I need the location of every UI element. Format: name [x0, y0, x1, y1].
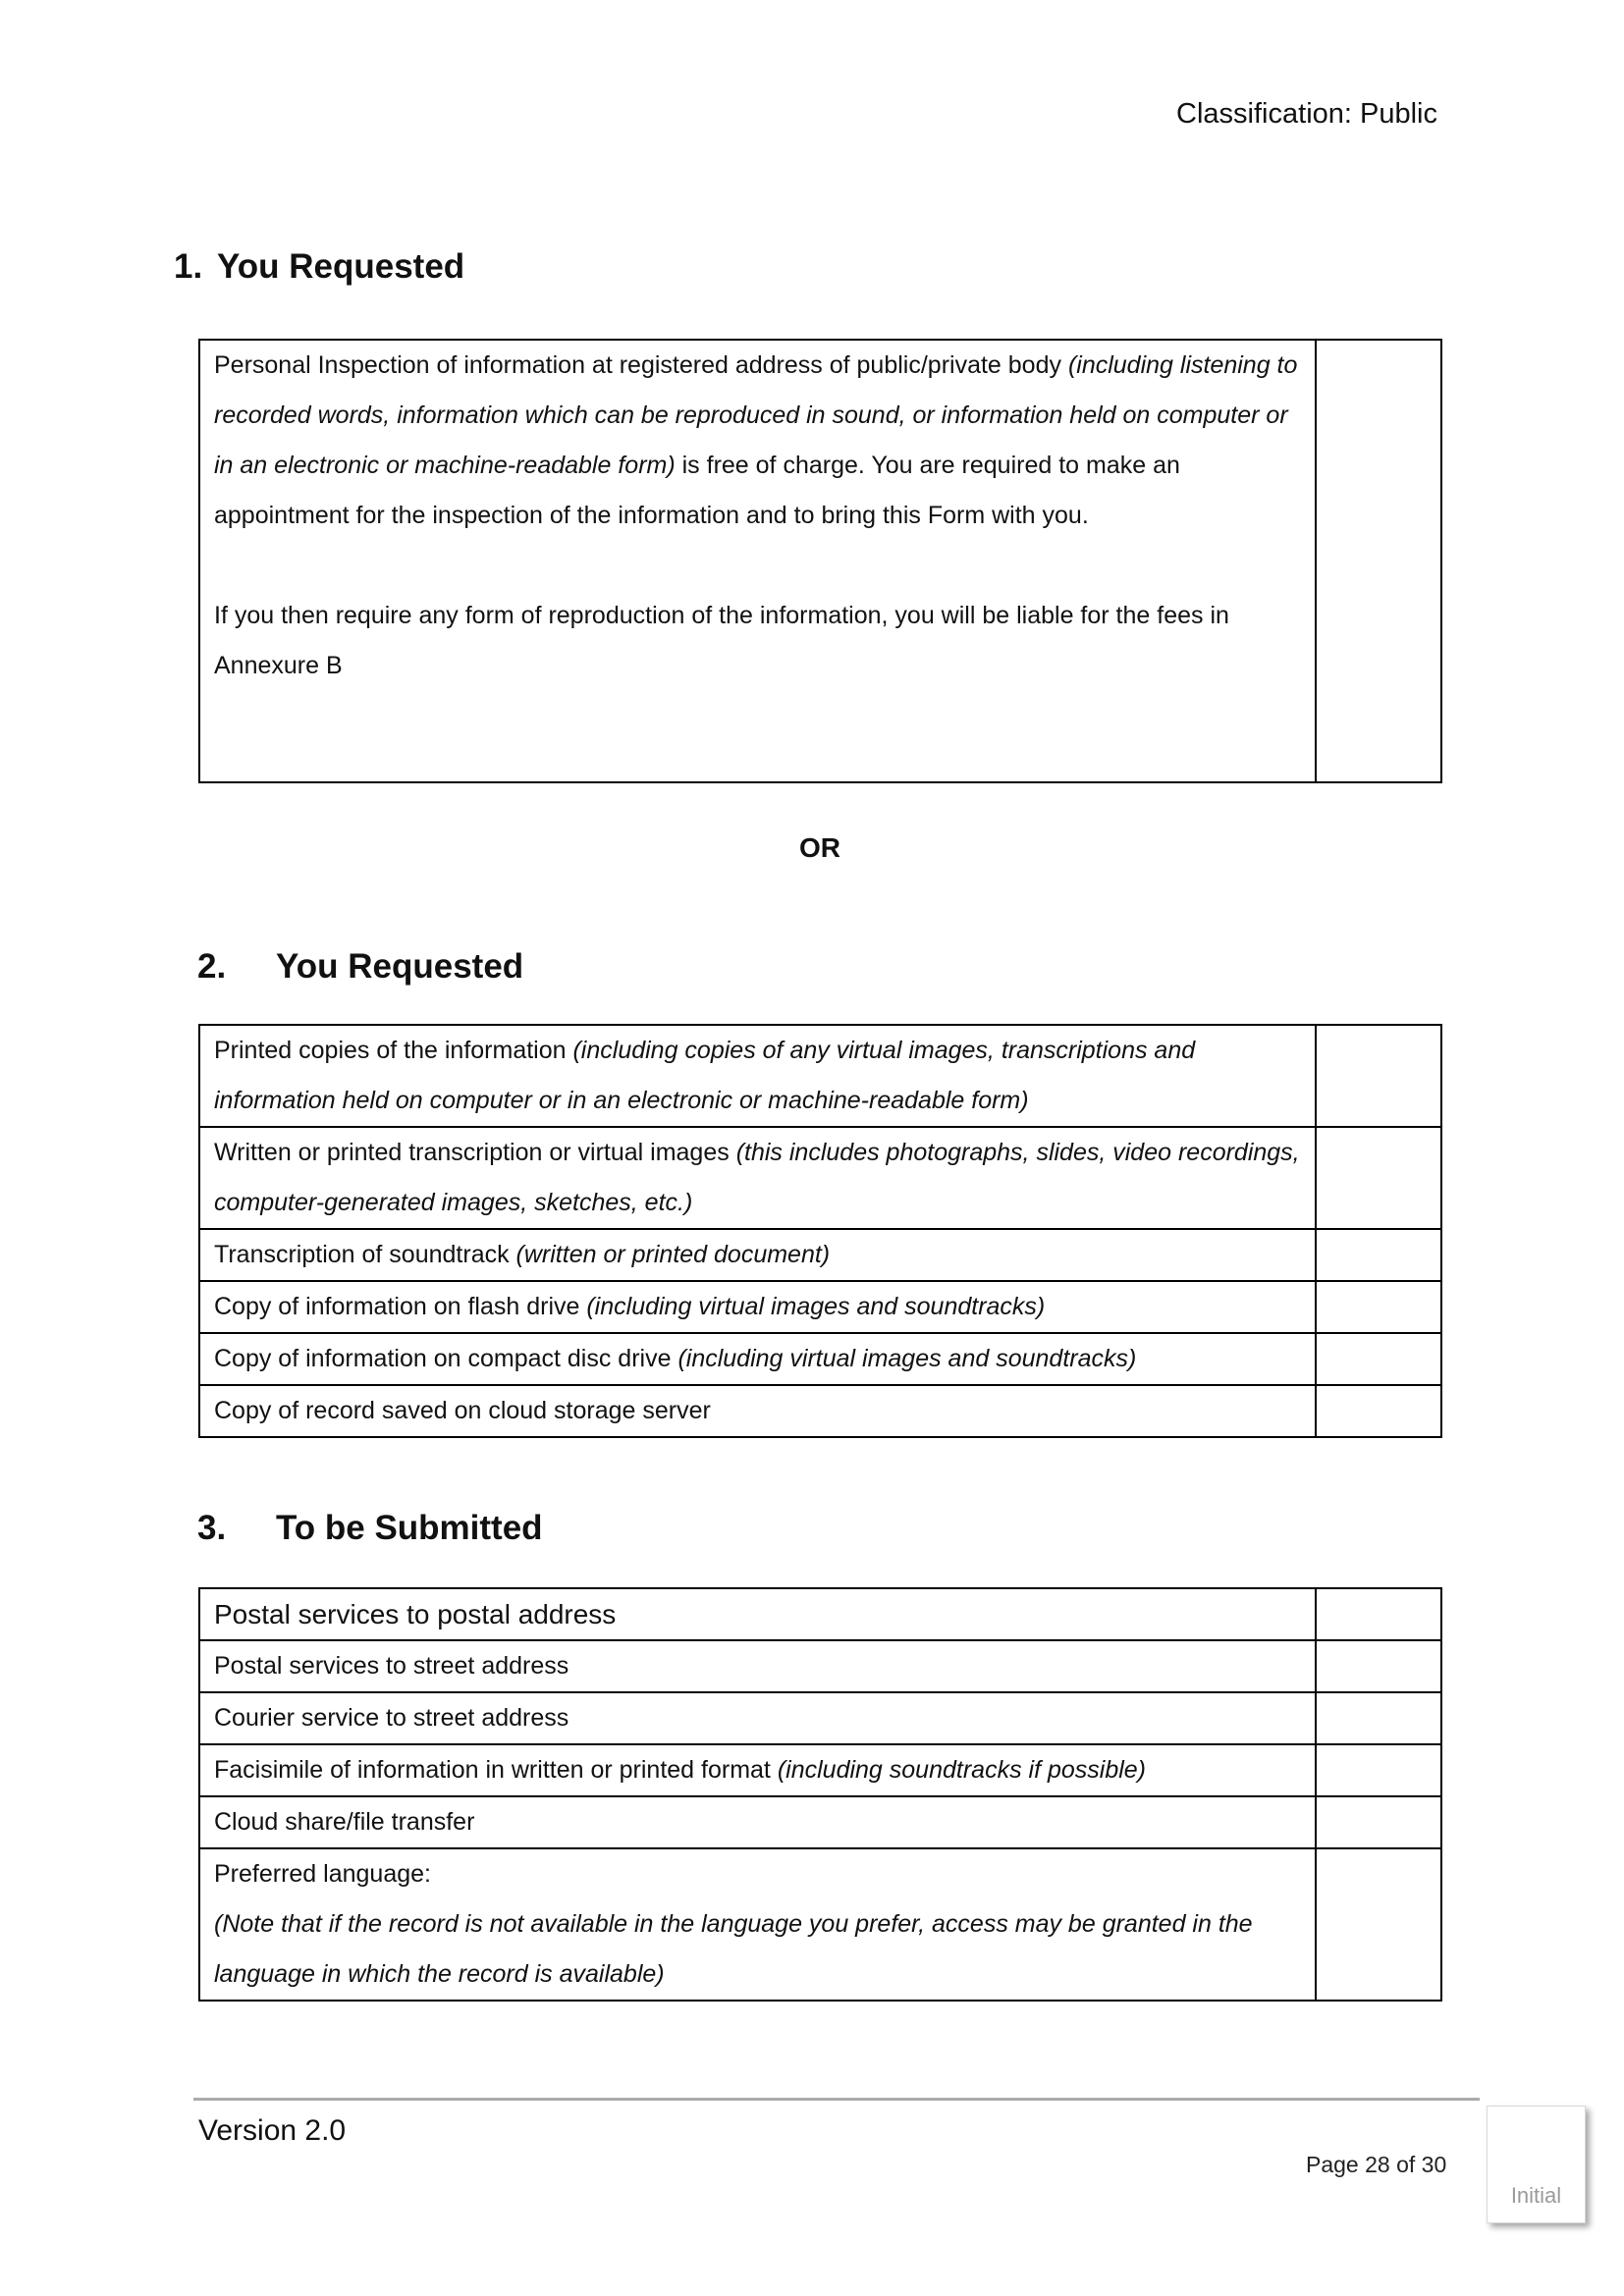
- inspection-description-cell: [199, 340, 1316, 782]
- or-separator: OR: [799, 832, 840, 863]
- delivery-checkbox-cell[interactable]: [1316, 1796, 1441, 1848]
- option-checkbox-cell[interactable]: [1316, 1229, 1441, 1281]
- option-text: Written or printed transcription or virtual images: [214, 1139, 736, 1166]
- delivery-checkbox-cell[interactable]: [1316, 1744, 1441, 1796]
- inspection-text: Personal Inspection of information at registered address of public/private body: [214, 351, 1068, 379]
- delivery-text: Courier service to street address: [214, 1704, 569, 1732]
- option-checkbox-cell[interactable]: [1316, 1281, 1441, 1333]
- option-text: Copy of record saved on cloud storage server: [214, 1397, 711, 1424]
- reproduction-paragraph: If you then require any form of reproduction of the information, you will be liable for the fees in Annexure B: [214, 602, 1229, 679]
- option-text: Transcription of soundtrack: [214, 1241, 516, 1268]
- version-label: Version 2.0: [198, 2114, 347, 2147]
- option-cell: [199, 1229, 1316, 1281]
- delivery-cell: [199, 1588, 1316, 1640]
- section-3-heading: [197, 1509, 543, 1548]
- section-3-table: [198, 1587, 1442, 2002]
- table-row: [199, 1229, 1441, 1281]
- section-2-heading: [197, 947, 523, 987]
- inspection-note: (including listening to recorded words, information which can be reproduced in sound, or information held on computer or in an electronic or machine-readable form): [214, 351, 1298, 479]
- table-row: [199, 1744, 1441, 1796]
- delivery-cell: [199, 1692, 1316, 1744]
- option-note: (including virtual images and soundtracks): [677, 1345, 1137, 1372]
- inspection-paragraph: [214, 341, 1301, 541]
- initial-label: Initial: [1510, 2183, 1562, 2208]
- table-row: [199, 1588, 1441, 1640]
- page-number: Page 28 of 30: [1306, 2152, 1447, 2177]
- section-1-title: You Requested: [217, 247, 465, 286]
- option-note: (written or printed document): [515, 1241, 831, 1268]
- initial-box[interactable]: [1487, 2106, 1586, 2223]
- option-note: (this includes photographs, slides, video recordings, computer-generated images, sketches, etc.): [214, 1139, 1300, 1216]
- section-1-table: [198, 339, 1442, 783]
- option-note: (including virtual images and soundtracks): [586, 1293, 1046, 1320]
- option-text: Printed copies of the information: [214, 1037, 573, 1064]
- option-checkbox-cell[interactable]: [1316, 1385, 1441, 1437]
- table-row: [199, 1385, 1441, 1437]
- preferred-language-input-cell[interactable]: [1316, 1848, 1441, 2001]
- table-row: [199, 1333, 1441, 1385]
- delivery-cell: [199, 1796, 1316, 1848]
- option-text: Copy of information on flash drive: [214, 1293, 587, 1320]
- section-2-number: 2.: [197, 947, 227, 986]
- option-cell: [199, 1025, 1316, 1127]
- option-note: (including copies of any virtual images, transcriptions and information held on computer or in an electronic or machine-readable form): [214, 1037, 1196, 1114]
- section-2-title: You Requested: [276, 947, 524, 986]
- table-row: [199, 1848, 1441, 2001]
- delivery-text: Cloud share/file transfer: [214, 1808, 475, 1836]
- option-checkbox-cell[interactable]: [1316, 1025, 1441, 1127]
- delivery-checkbox-cell[interactable]: [1316, 1640, 1441, 1692]
- classification-label: Classification: Public: [1176, 98, 1437, 130]
- section-3-title: To be Submitted: [276, 1509, 543, 1547]
- delivery-checkbox-cell[interactable]: [1316, 1692, 1441, 1744]
- option-text: Copy of information on compact disc drive: [214, 1345, 678, 1372]
- delivery-checkbox-cell[interactable]: [1316, 1588, 1441, 1640]
- delivery-text: Postal services to street address: [214, 1652, 569, 1680]
- section-2-table: [198, 1024, 1442, 1438]
- table-row: [199, 1025, 1441, 1127]
- preferred-language-label: Preferred language:: [214, 1860, 431, 1888]
- table-row: [199, 1692, 1441, 1744]
- table-row: [199, 1281, 1441, 1333]
- table-row: [199, 1640, 1441, 1692]
- preferred-language-cell: [199, 1848, 1316, 2001]
- option-cell: [199, 1385, 1316, 1437]
- preferred-language-note: (Note that if the record is not available in the language you prefer, access may be granted in the language in which the record is available): [214, 1910, 1253, 1988]
- delivery-cell: [199, 1744, 1316, 1796]
- table-row: [199, 340, 1441, 782]
- delivery-note: (including soundtracks if possible): [777, 1756, 1147, 1784]
- inspection-text-end: is free of charge. You are required to make an appointment for the inspection of the information and to bring this Form with you.: [214, 452, 1180, 529]
- option-cell: [199, 1333, 1316, 1385]
- option-checkbox-cell[interactable]: [1316, 1333, 1441, 1385]
- option-cell: [199, 1127, 1316, 1229]
- option-checkbox-cell[interactable]: [1316, 1127, 1441, 1229]
- footer-divider: [193, 2098, 1480, 2101]
- option-cell: [199, 1281, 1316, 1333]
- section-1-heading: [174, 247, 464, 287]
- delivery-text: Facisimile of information in written or printed format: [214, 1756, 778, 1784]
- section-3-number: 3.: [197, 1509, 227, 1547]
- table-row: [199, 1796, 1441, 1848]
- delivery-text: Postal services to postal address: [214, 1599, 617, 1629]
- table-row: [199, 1127, 1441, 1229]
- section-1-number: 1.: [174, 247, 203, 286]
- delivery-cell: [199, 1640, 1316, 1692]
- inspection-checkbox-cell[interactable]: [1316, 340, 1441, 782]
